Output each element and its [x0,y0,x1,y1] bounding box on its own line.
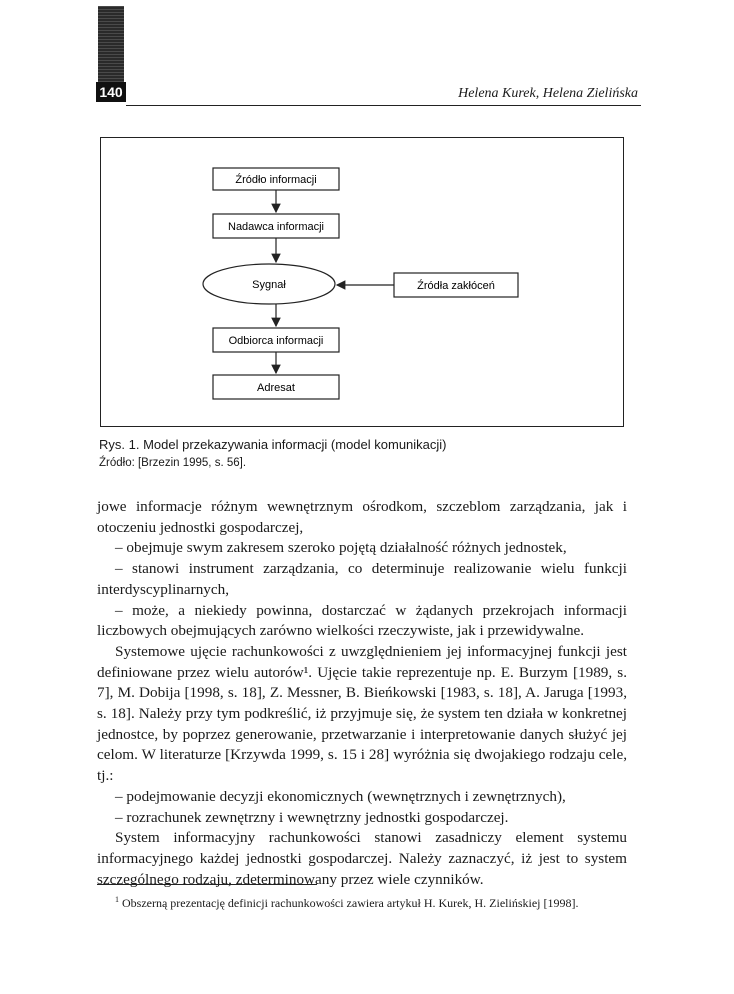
body-text [97,497,627,890]
footnote-rule [97,884,317,885]
figure-source: Źródło: [Brzezin 1995, s. 56]. [99,457,247,469]
paragraph: Systemowe ujęcie rachunkowości z uwzględnieniem jej informacyjnej funkcji jest definiowane przez wielu autorów¹. Ujęcie takie reprezentuje np. E. Burzym [1989, s. 7], M. Dobija [1998, s. 18], Z. Messner, B. Bieńkowski [1983, s. 18], A. Jaruga [1993, s. 18]. Należy przy tym podkreślić, iż przyjmuje się, że system ten działa w konkretnej jednostce, by poprzez generowanie, przetwarzanie i interpretowanie danych służyć jej celom. W literaturze [Krzywda 1999, s. 15 i 28] wyróżnia się dwojakiego rodzaju cele, tj.: [97,642,627,785]
box-sender-label: Nadawca informacji [228,221,324,233]
paragraph: jowe informacje różnym wewnętrznym ośrodkom, szczeblom zarządzania, jak i otoczeniu jednostki gospodarczej, [97,498,627,536]
paragraph: – podejmowanie decyzji ekonomicznych (wewnętrznych i zewnętrznych), [115,787,566,805]
footnote-marker: 1 [115,895,119,904]
figure-caption: Rys. 1. Model przekazywania informacji (model komunikacji) [99,437,447,452]
header-rule [126,105,641,106]
signal-label: Sygnał [252,279,286,291]
box-receiver-label: Odbiorca informacji [228,335,324,347]
page-number: 140 [96,82,126,102]
paragraph: – stanowi instrument zarządzania, co determinuje realizowanie wielu funkcji interdyscyplinarnych, [97,560,627,598]
communication-model-diagram [101,138,625,428]
paragraph: – może, a niekiedy powinna, dostarczać w żądanych przekrojach informacji liczbowych obejmujących zarówno wielkości rzeczywiste, jak i przewidywalne. [97,601,627,640]
box-noise-label: Źródła zakłóceń [417,280,495,292]
footnote-text: Obszerną prezentację definicji rachunkowości zawiera artykuł H. Kurek, H. Zielińskiej [1998]. [122,896,579,910]
running-head: Helena Kurek, Helena Zielińska [458,86,638,101]
box-source-label: Źródło informacji [235,174,317,186]
paragraph: – obejmuje swym zakresem szeroko pojętą działalność różnych jednostek, [115,539,567,557]
paragraph: System informacyjny rachunkowości stanowi zasadniczy element systemu informacyjnego każdej jednostki gospodarczej. Należy zaznaczyć, iż jest to system szczególnego rodzaju, zdeterminowany przez wiele czynników. [97,829,627,888]
footnote [97,891,627,912]
box-addressee-label: Adresat [257,382,295,394]
paragraph: – rozrachunek zewnętrzny i wewnętrzny jednostki gospodarczej. [115,808,509,826]
figure-frame [100,137,624,427]
